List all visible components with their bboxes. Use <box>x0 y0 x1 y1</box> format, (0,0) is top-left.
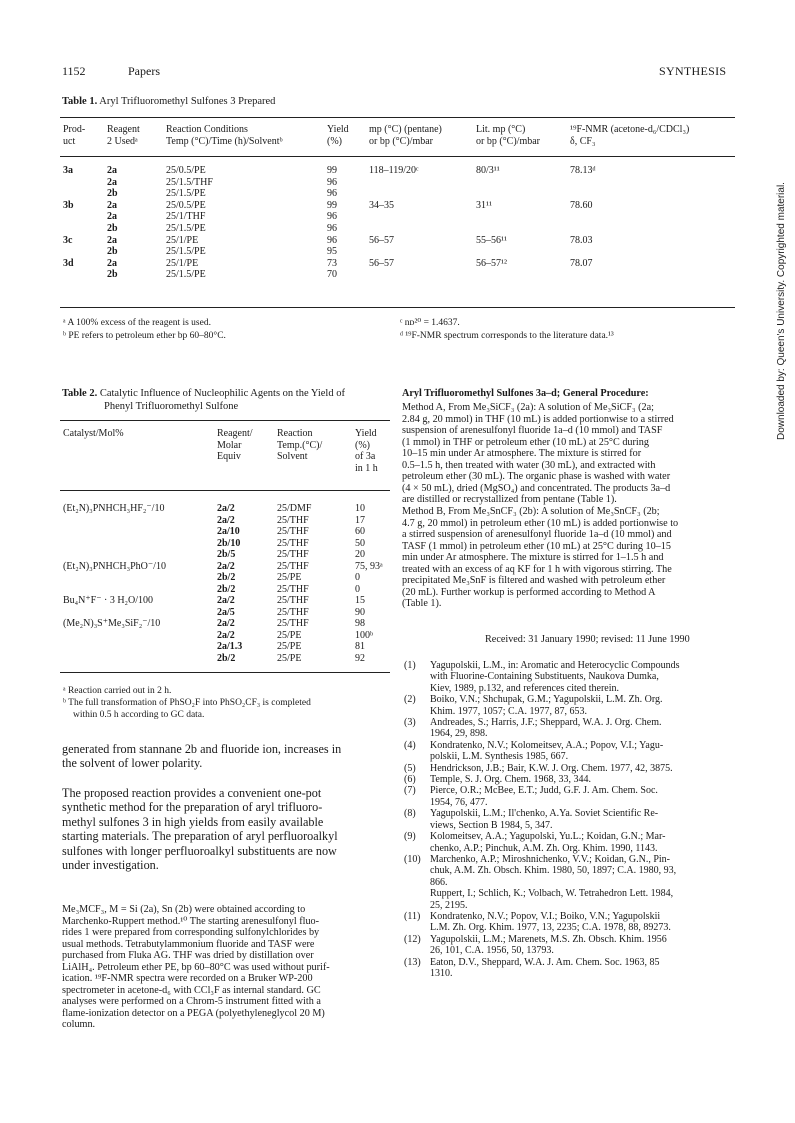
t2-reaction: 25/PE <box>277 572 302 583</box>
text-line: generated from stannane 2b and fluoride ion, increases in <box>62 742 342 756</box>
reference-line: chuk, A.M. Zh. Obsch. Khim. 1980, 50, 1897; C.A. 1980, 93, <box>430 865 677 877</box>
t1-conditions: 25/1.5/PE <box>166 188 206 200</box>
reference-item <box>404 911 734 934</box>
text-line: 10–15 min under Ar atmosphere. The mixture is stirred for <box>402 448 642 459</box>
text-line: Marchenko-Ruppert method.¹⁰ The starting arenesulfonyl fluo- <box>62 915 320 927</box>
t1-reagent: 2a <box>107 176 117 188</box>
table1-footnote-c: ᶜ nᴅ²⁰ = 1.4637. <box>400 318 460 328</box>
reference-item <box>404 957 734 980</box>
t2-h-reaction-1: Reaction <box>277 428 313 439</box>
text-line: Method A, From Me₃SiCF₃ (2a): A solution of Me₃SiCF₃ (2a; <box>402 402 654 413</box>
reference-number: (5) <box>404 762 416 774</box>
t1-conditions: 25/1.5/THF <box>166 176 213 188</box>
table-row <box>0 200 795 212</box>
reference-number: (13) <box>404 956 421 968</box>
t2-h-reaction-3: Solvent <box>277 451 308 462</box>
received-dates: Received: 31 January 1990; revised: 11 June 1990 <box>485 634 690 645</box>
t1-mp: 118–119/20ᶜ <box>369 165 419 176</box>
t2-reaction: 25/PE <box>277 629 302 641</box>
t2-yield: 0 <box>355 583 360 595</box>
t1-conditions: 25/1.5/PE <box>166 269 206 281</box>
reference-number: (12) <box>404 933 421 945</box>
table-row <box>0 211 795 223</box>
table-row <box>0 235 795 247</box>
t2-reagent: 2b/2 <box>217 652 236 664</box>
reference-line: 25, 2195. <box>430 899 468 911</box>
t2-reagent: 2a/1.3 <box>217 641 243 652</box>
t1-mp: 56–57 <box>369 234 394 246</box>
t2-reagent: 2a/10 <box>217 526 240 537</box>
table2-header <box>0 428 400 478</box>
text-line: spectrometer in acetone-d₆ with CCl₃F as internal standard. GC <box>62 984 321 996</box>
table-row <box>0 188 795 200</box>
text-line: ication. ¹⁹F-NMR spectra were recorded on a Bruker WP-200 <box>62 973 313 984</box>
table2-caption <box>62 388 392 413</box>
t2-yield: 90 <box>355 606 365 618</box>
t2-reaction: 25/THF <box>277 618 309 629</box>
t1-yield: 99 <box>327 165 337 176</box>
table-row <box>0 653 400 665</box>
text-line: a stirred suspension of arenesulfonyl fluoride 1a–d (10 mmol) and <box>402 529 672 540</box>
t1-h-conditions-1: Reaction Conditions <box>166 124 248 135</box>
t2-yield: 10 <box>355 503 365 514</box>
table-row <box>0 177 795 189</box>
t1-nmr: 78.60 <box>570 199 593 211</box>
reference-number: (6) <box>404 774 416 786</box>
reference-line: polskii, L.M. Synthesis 1985, 667. <box>430 751 569 763</box>
reference-item <box>404 808 734 831</box>
t2-yield: 98 <box>355 618 365 629</box>
text-line: are distilled or recrystallized from pentane (Table 1). <box>402 494 617 505</box>
reference-number: (7) <box>404 785 416 797</box>
reference-number: (11) <box>404 910 421 922</box>
text-line: the solvent of lower polarity. <box>62 756 203 771</box>
reference-line: Khim. 1977, 1057; C.A. 1977, 87, 653. <box>430 705 587 717</box>
reference-number: (4) <box>404 739 416 751</box>
t2-catalyst: (Et₂N)₃PNHCH₃PhO⁻/10 <box>63 560 166 572</box>
t2-h-yield-4: in 1 h <box>355 462 378 474</box>
table-row <box>0 526 400 538</box>
table2-footnote-b1: ᵇ The full transformation of PhSO₂F into PhSO₂CF₃ is completed <box>63 698 311 708</box>
t2-yield: 0 <box>355 572 360 583</box>
table2-header-rule <box>60 490 390 491</box>
t1-product: 3c <box>63 234 73 246</box>
text-line: starting materials. The preparation of aryl perfluoroalkyl <box>62 829 338 844</box>
t2-reagent: 2b/10 <box>217 537 241 549</box>
t1-lit: 56–57¹² <box>476 257 507 269</box>
t2-reagent: 2a/2 <box>217 618 235 629</box>
t1-nmr: 78.03 <box>570 234 593 246</box>
text-line: sulfones with longer perfluoroalkyl substituents are now <box>62 843 337 858</box>
table-row <box>0 258 795 270</box>
reference-line: Hendrickson, J.B.; Bair, K.W. J. Org. Chem. 1977, 42, 3875. <box>430 762 673 774</box>
text-line: The proposed reaction provides a convenient one-pot <box>62 786 322 800</box>
t1-lit: 80/3¹¹ <box>476 165 500 176</box>
table1-caption-label: Table 1. <box>62 96 98 107</box>
t2-h-catalyst: Catalyst/Mol% <box>63 428 124 439</box>
reference-number: (9) <box>404 831 416 843</box>
text-line: flame-ionization detector on a PEGA (polyethyleneglycol 20 M) <box>62 1007 325 1019</box>
t1-conditions: 25/1/PE <box>166 234 199 246</box>
reference-item <box>404 854 734 911</box>
table-row <box>0 165 795 177</box>
t1-reagent: 2b <box>107 188 118 200</box>
t1-conditions: 25/1.5/PE <box>166 246 206 258</box>
text-line: 0.5–1.5 h, then treated with water (30 mL), and extracted with <box>402 459 656 471</box>
text-line: treated with an excess of aq KF for 1 h with vigorous stirring. The <box>402 563 672 575</box>
reference-item <box>404 740 734 763</box>
t2-reaction: 25/THF <box>277 549 309 560</box>
t1-yield: 96 <box>327 211 337 223</box>
reference-number: (10) <box>404 853 421 865</box>
t2-h-reagent-3: Equiv <box>217 451 241 462</box>
reference-line: 866. <box>430 876 448 888</box>
t1-reagent: 2a <box>107 234 117 246</box>
text-line: min under Ar atmosphere. The mixture is stirred for 1–1.5 h and <box>402 552 664 563</box>
reference-line: Yagupolskii, L.M., in: Aromatic and Heterocyclic Compounds <box>430 660 680 671</box>
t1-conditions: 25/0.5/PE <box>166 165 206 176</box>
t2-reaction: 25/PE <box>277 652 302 664</box>
t1-h-conditions-2: Temp (°C)/Time (h)/Solventᵇ <box>166 136 283 147</box>
t2-reagent: 2b/2 <box>217 572 236 583</box>
discussion-paragraph-1 <box>62 742 392 771</box>
t2-reaction: 25/THF <box>277 537 309 549</box>
table2-body <box>0 503 400 668</box>
text-line: precipitated Me₃SnF is filtered and washed with petroleum ether <box>402 575 666 586</box>
t1-reagent: 2b <box>107 223 118 234</box>
reference-list <box>404 660 734 979</box>
table2-caption-line1: Catalytic Influence of Nucleophilic Agents on the Yield of <box>99 388 345 399</box>
t2-reaction: 25/THF <box>277 514 309 526</box>
reference-line: Temple, S. J. Org. Chem. 1968, 33, 344. <box>430 774 592 786</box>
t1-h-yield-2: (%) <box>327 136 342 147</box>
table-row <box>0 607 400 619</box>
t1-lit: 55–56¹¹ <box>476 234 507 246</box>
procedure-heading: Aryl Trifluoromethyl Sulfones 3a–d; General Procedure: <box>402 388 649 399</box>
t2-yield: 75, 93ᵃ <box>355 560 383 572</box>
table-row <box>0 515 400 527</box>
table1-footnote-d: ᵈ ¹⁹F-NMR spectrum corresponds to the literature data.¹³ <box>400 331 614 341</box>
t1-product: 3b <box>63 199 74 211</box>
t2-h-reagent-2: Molar <box>217 439 242 451</box>
text-line: purchased from Fluka AG. THF was dried by distillation over <box>62 950 314 961</box>
t2-reagent: 2a/2 <box>217 629 235 641</box>
t2-catalyst: Bu₄N⁺F⁻ · 3 H₂O/100 <box>63 595 154 606</box>
t1-h-product-1: Prod- <box>63 124 86 135</box>
table-row <box>0 561 400 573</box>
reference-line: Yagupolskii, L.M.; Il'chenko, A.Ya. Soviet Scientific Re- <box>430 808 659 820</box>
table1-header <box>0 124 795 150</box>
t2-yield: 81 <box>355 641 365 652</box>
table2-footnote-a: ᵃ Reaction carried out in 2 h. <box>63 686 172 696</box>
method-b-paragraph <box>402 506 735 610</box>
reference-line: 26, 101, C.A. 1956, 50, 13793. <box>430 945 554 957</box>
t1-conditions: 25/1/PE <box>166 257 199 269</box>
t1-mp: 56–57 <box>369 257 394 269</box>
reference-line: Yagupolskii, L.M.; Marenets, M.S. Zh. Obsch. Khim. 1956 <box>430 933 667 945</box>
t2-reaction: 25/THF <box>277 526 309 537</box>
journal-name: SYNTHESIS <box>659 64 727 78</box>
table1-footnote-a: ᵃ A 100% excess of the reagent is used. <box>63 318 211 328</box>
t1-reagent: 2a <box>107 165 117 176</box>
table-row <box>0 630 400 642</box>
table1-header-rule <box>60 156 735 157</box>
t1-h-product-2: uct <box>63 136 76 147</box>
reference-line: L.M. Zh. Org. Khim. 1977, 13, 2235; C.A. 1978, 88, 89273. <box>430 922 671 934</box>
t1-yield: 99 <box>327 199 337 211</box>
download-watermark: Downloaded by: Queen's University. Copyrighted material. <box>776 182 787 440</box>
reference-item <box>404 934 734 957</box>
reference-line: Kiev, 1989, p.132, and references cited therein. <box>430 682 619 694</box>
reference-item <box>404 785 734 808</box>
table-row <box>0 223 795 235</box>
t2-h-yield-3: of 3a <box>355 451 376 462</box>
table-row <box>0 549 400 561</box>
reference-number: (8) <box>404 808 416 820</box>
t2-h-reagent-1: Reagent/ <box>217 428 253 439</box>
section-label: Papers <box>128 64 160 78</box>
table2-caption-line2: Phenyl Trifluoromethyl Sulfone <box>104 400 239 412</box>
text-line: petroleum ether (30 mL). The organic phase is washed with water <box>402 471 671 482</box>
experimental-paragraph <box>62 904 392 1031</box>
text-line: analyses were performed on a Chrom-5 instrument fitted with a <box>62 996 321 1007</box>
reference-number: (2) <box>404 694 416 706</box>
page-number: 1152 <box>62 64 86 78</box>
reference-line: Andreades, S.; Harris, J.F.; Sheppard, W.A. J. Org. Chem. <box>430 717 662 729</box>
reference-item <box>404 717 734 740</box>
t2-h-yield-2: (%) <box>355 439 370 451</box>
reference-line: Marchenko, A.P.; Miroshnichenko, V.V.; Koidan, G.N., Pin- <box>430 853 670 865</box>
text-line: usual methods. Tetrabutylammonium fluoride and TASF were <box>62 938 315 950</box>
t2-reagent: 2a/2 <box>217 595 235 606</box>
reference-line: Eaton, D.V., Sheppard, W.A. J. Am. Chem. Soc. 1963, 85 <box>430 956 660 968</box>
t1-h-nmr-2: δ, CF₃ <box>570 136 596 147</box>
t1-h-reagent-1: Reagent <box>107 124 140 135</box>
discussion-paragraph-2 <box>62 786 392 872</box>
reference-line: 1964, 29, 898. <box>430 728 488 740</box>
t1-conditions: 25/1/THF <box>166 211 206 223</box>
table-row <box>0 641 400 653</box>
table-row <box>0 595 400 607</box>
t2-reaction: 25/THF <box>277 583 309 595</box>
reference-number: (1) <box>404 660 416 671</box>
t2-reagent: 2a/2 <box>217 560 235 572</box>
reference-number: (3) <box>404 717 416 729</box>
t1-yield: 73 <box>327 257 337 269</box>
t1-h-reagent-2: 2 Usedᵃ <box>107 136 138 147</box>
t1-conditions: 25/1.5/PE <box>166 223 206 234</box>
table1-caption <box>62 96 275 107</box>
table1-body <box>0 165 795 305</box>
reference-line: 1310. <box>430 967 453 979</box>
t1-conditions: 25/0.5/PE <box>166 199 206 211</box>
text-line: (20 mL). Further workup is performed according to Method A <box>402 586 656 598</box>
text-line: TASF (1 mmol) in petroleum ether (10 mL) at 25°C during 10–15 <box>402 540 671 552</box>
t1-yield: 96 <box>327 176 337 188</box>
text-line: (1 mmol) in THF or petroleum ether (10 mL) at 25°C during <box>402 436 649 448</box>
t2-reagent: 2b/5 <box>217 549 236 560</box>
t1-mp: 34–35 <box>369 199 394 211</box>
t1-lit: 31¹¹ <box>476 199 492 211</box>
t1-h-mp-1: mp (°C) (pentane) <box>369 124 442 135</box>
t2-catalyst: (Et₂N)₃PNHCH₃HF₂⁻/10 <box>63 503 165 514</box>
t2-reaction: 25/THF <box>277 595 309 606</box>
t2-reaction: 25/THF <box>277 560 309 572</box>
t2-yield: 100ᵇ <box>355 629 374 641</box>
t1-h-lit-1: Lit. mp (°C) <box>476 124 526 135</box>
method-a-paragraph <box>402 402 735 506</box>
t1-h-nmr-1: ¹⁹F-NMR (acetone-d₆/CDCl₃) <box>570 124 690 135</box>
t2-catalyst: (Me₂N)₃S⁺Me₃SiF₂⁻/10 <box>63 618 161 629</box>
text-line: methyl sulfones 3 in high yields from easily available <box>62 814 324 829</box>
reference-line: views, Section B 1984, 5, 347. <box>430 819 553 831</box>
reference-line: Kondratenko, N.V.; Kolomeitsev, A.A.; Popov, V.I.; Yagu- <box>430 739 664 751</box>
reference-line: chenko, A.P.; Pinchuk, A.M. Zh. Org. Khim. 1990, 1143. <box>430 842 658 854</box>
text-line: 4.7 g, 20 mmol) in petroleum ether (10 mL) is added portionwise to <box>402 517 679 529</box>
table-row <box>0 269 795 281</box>
t1-yield: 96 <box>327 234 337 246</box>
t2-yield: 20 <box>355 549 365 560</box>
table-row <box>0 572 400 584</box>
text-line: LiAlH₄. Petroleum ether PE, bp 60–80°C was used without purif- <box>62 961 330 973</box>
table2-footnote-b2: within 0.5 h according to GC data. <box>73 710 205 720</box>
reference-line: with Fluorine-Containing Substituents, Naukova Dumka, <box>430 671 659 683</box>
table1-footnote-b: ᵇ PE refers to petroleum ether bp 60–80°C. <box>63 331 226 341</box>
text-line: suspension of arenesulfonyl fluoride 1a–d (10 mmol) and TASF <box>402 425 663 436</box>
reference-item <box>404 763 734 774</box>
reference-item <box>404 694 734 717</box>
t1-h-lit-2: or bp (°C)/mbar <box>476 136 540 147</box>
t1-h-yield-1: Yield <box>327 124 349 135</box>
t2-reagent: 2b/2 <box>217 583 236 595</box>
t1-product: 3d <box>63 257 74 269</box>
t1-nmr: 78.13ᵈ <box>570 165 596 176</box>
table1-top-rule <box>60 117 735 118</box>
table-row <box>0 503 400 515</box>
t2-yield: 17 <box>355 514 365 526</box>
t1-yield: 70 <box>327 269 337 281</box>
reference-line: Boiko, V.N.; Shchupak, G.M.; Yagupolskii, L.M. Zh. Org. <box>430 694 663 706</box>
t1-yield: 96 <box>327 188 337 200</box>
reference-line: Ruppert, I.; Schlich, K.; Volbach, W. Tetrahedron Lett. 1984, <box>430 888 674 900</box>
table-row <box>0 618 400 630</box>
reference-line: Kondratenko, N.V.; Popov, V.I.; Boiko, V.N.; Yagupolskii <box>430 910 661 922</box>
t2-reagent: 2a/2 <box>217 514 235 526</box>
t1-yield: 96 <box>327 223 337 234</box>
table-row <box>0 584 400 596</box>
t1-reagent: 2a <box>107 199 117 211</box>
t1-nmr: 78.07 <box>570 257 593 269</box>
t1-reagent: 2b <box>107 269 118 281</box>
t1-h-mp-2: or bp (°C)/mbar <box>369 136 433 147</box>
t1-reagent: 2a <box>107 257 117 269</box>
text-line: (4 × 50 mL), dried (MgSO₄) and concentrated. The products 3a–d <box>402 482 671 494</box>
table-row <box>0 246 795 258</box>
t2-yield: 60 <box>355 526 365 537</box>
t2-reaction: 25/PE <box>277 641 302 652</box>
t1-yield: 95 <box>327 246 337 258</box>
text-line: synthetic method for the preparation of aryl trifluoro- <box>62 800 323 815</box>
t1-reagent: 2a <box>107 211 117 223</box>
t2-h-yield-1: Yield <box>355 428 377 439</box>
table-row <box>0 538 400 550</box>
text-line: Me₃MCF₃, M = Si (2a), Sn (2b) were obtained according to <box>62 904 306 915</box>
text-line: (Table 1). <box>402 598 442 609</box>
t2-yield: 50 <box>355 537 365 549</box>
table2-caption-label: Table 2. <box>62 388 98 399</box>
reference-item <box>404 831 734 854</box>
t2-reaction: 25/DMF <box>277 503 312 514</box>
text-line: Method B, From Me₃SnCF₃ (2b): A solution of Me₃SnCF₃ (2b; <box>402 506 660 517</box>
table1-caption-text: Aryl Trifluoromethyl Sulfones 3 Prepared <box>99 96 276 107</box>
t2-reagent: 2a/5 <box>217 606 235 618</box>
text-line: column. <box>62 1019 96 1030</box>
t2-yield: 92 <box>355 652 365 664</box>
text-line: rides 1 were prepared from corresponding sulfonylchlorides by <box>62 927 320 938</box>
text-line: under investigation. <box>62 858 159 873</box>
t2-reagent: 2a/2 <box>217 503 235 514</box>
t1-product: 3a <box>63 165 73 176</box>
table1-bottom-rule <box>60 307 735 308</box>
t2-h-reaction-2: Temp.(°C)/ <box>277 439 323 451</box>
reference-line: Kolomeitsev, A.A.; Yagupolski, Yu.L.; Koidan, G.N.; Mar- <box>430 831 666 843</box>
reference-line: Pierce, O.R.; McBee, E.T.; Judd, G.F. J. Am. Chem. Soc. <box>430 785 658 797</box>
reference-line: 1954, 76, 477. <box>430 796 488 808</box>
table2-bottom-rule <box>60 672 390 673</box>
text-line: 2.84 g, 20 mmol) in THF (10 mL) is added portionwise to a stirred <box>402 413 674 425</box>
t1-reagent: 2b <box>107 246 118 258</box>
reference-item <box>404 774 734 785</box>
t2-reaction: 25/THF <box>277 606 309 618</box>
t2-yield: 15 <box>355 595 365 606</box>
reference-item <box>404 660 734 694</box>
table2-top-rule <box>60 420 390 421</box>
